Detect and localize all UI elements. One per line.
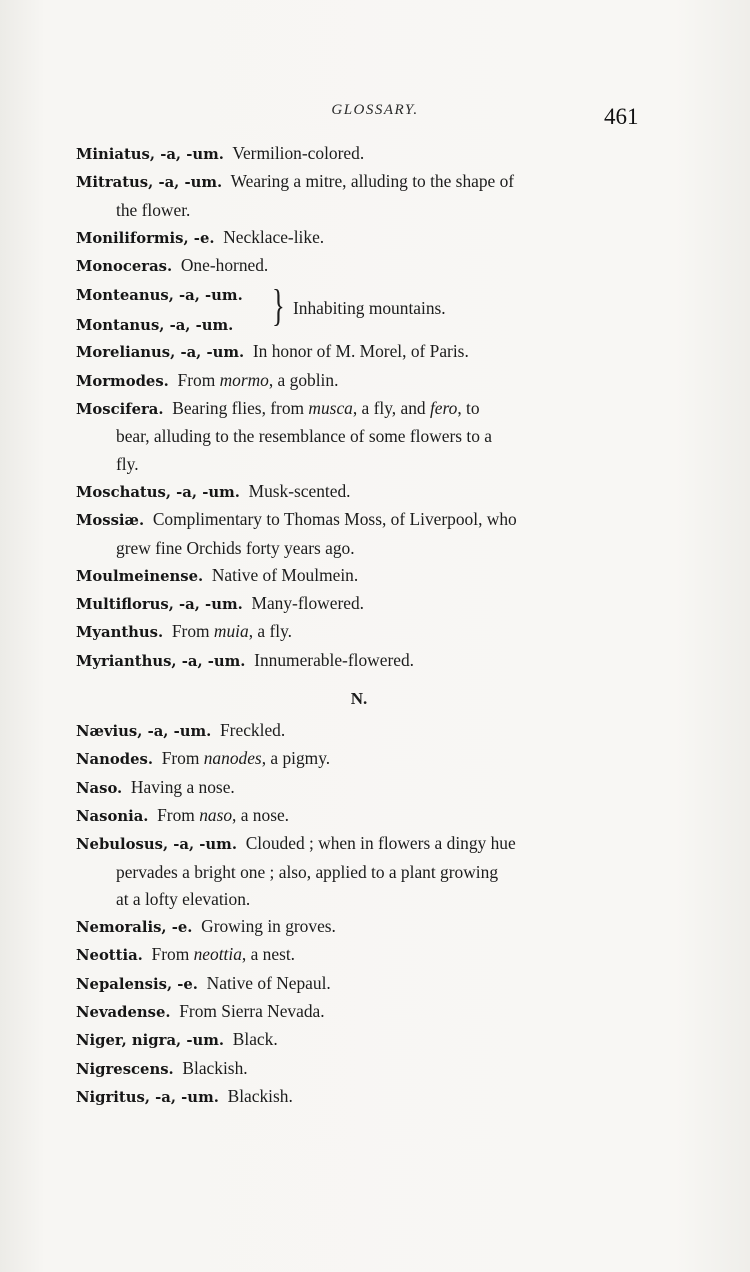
page-number: 461 bbox=[604, 104, 639, 129]
entry-term: Nasonia. bbox=[76, 807, 149, 825]
entry-term: Nigrescens. bbox=[76, 1060, 174, 1078]
entry-term: Nevadense. bbox=[76, 1004, 171, 1022]
entry-term: Neottia. bbox=[76, 947, 143, 965]
glossary-entry bbox=[76, 998, 642, 1026]
running-title: GLOSSARY. bbox=[331, 102, 419, 118]
entry-term: Niger, nigra, -um. bbox=[76, 1032, 225, 1050]
glossary-entry bbox=[76, 506, 642, 562]
glossary-entry bbox=[76, 168, 642, 224]
entry-definition: Bearing flies, from musca, a fly, and fero, to bbox=[172, 398, 480, 419]
entry-term: Mitratus, -a, -um. bbox=[76, 174, 223, 192]
entry-term: Miniatus, -a, -um. bbox=[76, 146, 224, 163]
entry-term: Monoceras. bbox=[76, 258, 173, 276]
entry-term: Mossiæ. bbox=[76, 512, 145, 530]
entry-term: Mormodes. bbox=[76, 372, 169, 390]
glossary-entry bbox=[76, 1055, 642, 1083]
entry-term: Myrianthus, -a, -um. bbox=[76, 652, 246, 670]
section-heading: N. bbox=[350, 689, 368, 709]
entry-definition-continued: at a lofty elevation. bbox=[116, 888, 251, 909]
entry-definition: Many-flowered. bbox=[251, 593, 364, 614]
entry-definition: From naso, a nose. bbox=[157, 804, 290, 825]
entry-definition: From mormo, a goblin. bbox=[177, 369, 339, 390]
entry-definition-continued: bear, alluding to the resemblance of some flowers to a bbox=[116, 426, 492, 447]
entry-definition: Innumerable-flowered. bbox=[254, 649, 414, 670]
entry-definition: Having a nose. bbox=[130, 776, 235, 797]
entry-definition: Blackish. bbox=[227, 1085, 293, 1106]
entry-term: Montanus, -a, -um. bbox=[76, 317, 234, 335]
entry-term: Moniliformis, -e. bbox=[76, 229, 215, 247]
entry-definition: Native of Nepaul. bbox=[206, 972, 331, 993]
glossary-entry bbox=[76, 252, 642, 280]
glossary-entry bbox=[76, 367, 642, 395]
glossary-entry bbox=[76, 338, 642, 366]
entry-definition: From neottia, a nest. bbox=[151, 944, 296, 965]
entry-term: Myanthus. bbox=[76, 624, 164, 642]
entry-definition: Blackish. bbox=[182, 1057, 248, 1078]
entry-definition-continued: grew fine Orchids forty years ago. bbox=[116, 537, 355, 558]
glossary-entry bbox=[76, 562, 642, 590]
glossary-entry bbox=[76, 618, 642, 646]
glossary-entry bbox=[76, 1026, 642, 1054]
curly-brace: } bbox=[272, 281, 285, 331]
entry-definition-continued: pervades a bright one ; also, applied to a plant growing bbox=[116, 861, 499, 882]
entry-definition: From muia, a fly. bbox=[171, 621, 293, 642]
glossary-entry bbox=[76, 1083, 642, 1111]
glossary-entry bbox=[76, 774, 642, 802]
entry-definition: Black. bbox=[232, 1029, 278, 1050]
glossary-entry bbox=[76, 830, 642, 913]
entry-term: Nævius, -a, -um. bbox=[76, 723, 212, 741]
glossary-entry bbox=[76, 941, 642, 969]
glossary-entry bbox=[76, 590, 642, 618]
glossary-entry bbox=[76, 745, 642, 773]
entry-definition: Necklace-like. bbox=[223, 226, 325, 247]
glossary-entry bbox=[76, 970, 642, 998]
entry-term: Nebulosus, -a, -um. bbox=[76, 836, 237, 854]
entry-term: Moscifera. bbox=[76, 401, 164, 419]
glossary-entry bbox=[76, 140, 642, 168]
entry-definition: From nanodes, a pigmy. bbox=[161, 748, 331, 769]
entry-term: Naso. bbox=[76, 779, 123, 797]
entry-definition: Inhabiting mountains. bbox=[293, 298, 446, 319]
entry-definition-continued: the flower. bbox=[116, 199, 191, 220]
entry-definition: Complimentary to Thomas Moss, of Liverpool, who bbox=[152, 509, 517, 530]
glossary-entries bbox=[76, 140, 642, 1111]
glossary-entry bbox=[76, 717, 642, 745]
glossary-entry bbox=[76, 224, 642, 252]
braced-entry-group bbox=[76, 280, 642, 338]
entry-definition: Wearing a mitre, alluding to the shape of bbox=[230, 171, 515, 192]
entry-definition: From Sierra Nevada. bbox=[179, 1001, 325, 1022]
entry-definition: Freckled. bbox=[220, 720, 286, 741]
entry-term: Nigritus, -a, -um. bbox=[76, 1088, 219, 1106]
entry-term: Nepalensis, -e. bbox=[76, 975, 198, 993]
entry-term: Nemoralis, -e. bbox=[76, 919, 193, 937]
entry-definition-continued: fly. bbox=[116, 453, 139, 474]
entry-term: Monteanus, -a, -um. bbox=[76, 287, 243, 305]
entry-definition: Native of Moulmein. bbox=[211, 564, 359, 585]
entry-definition: One-horned. bbox=[180, 255, 269, 276]
entry-term: Moulmeinense. bbox=[76, 567, 204, 585]
entry-term: Moschatus, -a, -um. bbox=[76, 483, 240, 501]
entry-definition: Vermilion-colored. bbox=[232, 143, 365, 163]
glossary-entry bbox=[76, 647, 642, 675]
entry-definition: Growing in groves. bbox=[201, 916, 336, 937]
glossary-entry bbox=[76, 395, 642, 478]
entry-term: Morelianus, -a, -um. bbox=[76, 344, 245, 362]
entry-definition: Musk-scented. bbox=[248, 480, 351, 501]
glossary-entry bbox=[76, 913, 642, 941]
entry-term: Multiflorus, -a, -um. bbox=[76, 596, 243, 614]
entry-definition: Clouded ; when in flowers a dingy hue bbox=[245, 833, 516, 854]
glossary-entry bbox=[76, 802, 642, 830]
entry-definition: In honor of M. Morel, of Paris. bbox=[252, 341, 469, 362]
glossary-entry bbox=[76, 478, 642, 506]
entry-term: Nanodes. bbox=[76, 751, 153, 769]
